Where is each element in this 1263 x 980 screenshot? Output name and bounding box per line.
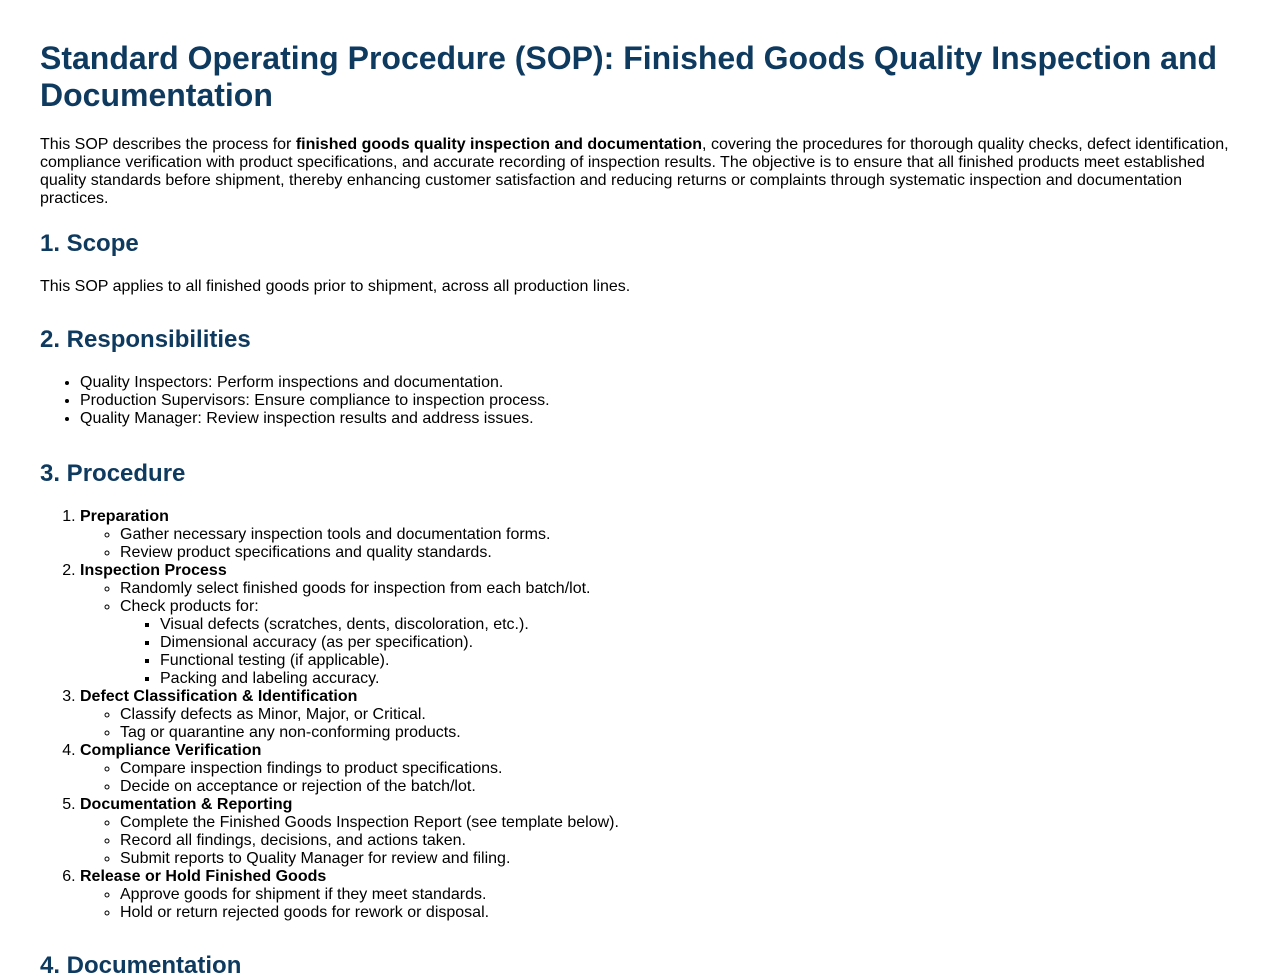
- step-title: Preparation: [80, 508, 169, 525]
- list-item: ◦ Classify defects as Minor, Major, or Critical.: [120, 706, 1230, 724]
- step-items: [80, 580, 1230, 688]
- list-item: ◦ Randomly select finished goods for inspection from each batch/lot.: [120, 580, 1230, 598]
- responsibilities-list: [40, 374, 1230, 428]
- check-items: [120, 616, 1230, 688]
- procedure-steps: [40, 508, 1230, 922]
- list-item: ◦ Gather necessary inspection tools and documentation forms.: [120, 526, 1230, 544]
- list-item: ◦ Complete the Finished Goods Inspection Report (see template below).: [120, 814, 1230, 832]
- list-item: ▪ Packing and labeling accuracy.: [160, 670, 1230, 688]
- step-title: Inspection Process: [80, 562, 227, 579]
- procedure-step: [80, 688, 1230, 742]
- step-items: [80, 760, 1230, 796]
- intro-text-bold: finished goods quality inspection and documentation: [295, 136, 703, 153]
- check-intro: Check products for:: [120, 598, 259, 615]
- step-title: Compliance Verification: [80, 742, 262, 759]
- list-item: • Quality Manager: Review inspection results and address issues.: [80, 410, 1230, 428]
- step-items: [80, 526, 1230, 562]
- step-title: Defect Classification & Identification: [80, 688, 358, 705]
- procedure-step: [80, 742, 1230, 796]
- step-items: [80, 706, 1230, 742]
- list-item: ▪ Functional testing (if applicable).: [160, 652, 1230, 670]
- procedure-step: [80, 562, 1230, 688]
- list-item: ◦ Decide on acceptance or rejection of the batch/lot.: [120, 778, 1230, 796]
- documentation-heading: 4. Documentation: [40, 952, 242, 979]
- list-item: ◦ Record all findings, decisions, and actions taken.: [120, 832, 1230, 850]
- step-items: [80, 886, 1230, 922]
- procedure-step: [80, 868, 1230, 922]
- list-item: ◦ Compare inspection findings to product specifications.: [120, 760, 1230, 778]
- list-item: [120, 598, 1230, 688]
- list-item: ◦ Hold or return rejected goods for rework or disposal.: [120, 904, 1230, 922]
- scope-heading: 1. Scope: [40, 230, 139, 257]
- list-item: • Production Supervisors: Ensure compliance to inspection process.: [80, 392, 1230, 410]
- intro-text-before: This SOP describes the process for: [40, 136, 296, 153]
- list-item: ◦ Approve goods for shipment if they meet standards.: [120, 886, 1230, 904]
- intro-text-after: , covering the procedures for thorough quality checks, defect identification, compliance verification with product specifications, and accurate recording of inspection results. The objective is to ensure that all finished products meet established quality standards before shipment, thereby enhancing customer satisfaction and reducing returns or complaints through systematic inspection and documentation practices.: [40, 136, 1229, 207]
- list-item: ◦ Submit reports to Quality Manager for review and filing.: [120, 850, 1230, 868]
- intro-paragraph: [40, 136, 1230, 208]
- step-title: Release or Hold Finished Goods: [80, 868, 327, 885]
- procedure-step: [80, 796, 1230, 868]
- responsibilities-heading: 2. Responsibilities: [40, 326, 251, 353]
- scope-text: This SOP applies to all finished goods prior to shipment, across all production lines.: [40, 278, 631, 295]
- page-title: Standard Operating Procedure (SOP): Finished Goods Quality Inspection and Documentation: [40, 40, 1218, 113]
- list-item: • Quality Inspectors: Perform inspections and documentation.: [80, 374, 1230, 392]
- list-item: ▪ Visual defects (scratches, dents, discoloration, etc.).: [160, 616, 1230, 634]
- list-item: ◦ Tag or quarantine any non-conforming products.: [120, 724, 1230, 742]
- list-item: ▪ Dimensional accuracy (as per specification).: [160, 634, 1230, 652]
- sop-document: [40, 0, 1230, 980]
- list-item: ◦ Review product specifications and quality standards.: [120, 544, 1230, 562]
- procedure-step: [80, 508, 1230, 562]
- procedure-heading: 3. Procedure: [40, 460, 186, 487]
- step-items: [80, 814, 1230, 868]
- step-title: Documentation & Reporting: [80, 796, 293, 813]
